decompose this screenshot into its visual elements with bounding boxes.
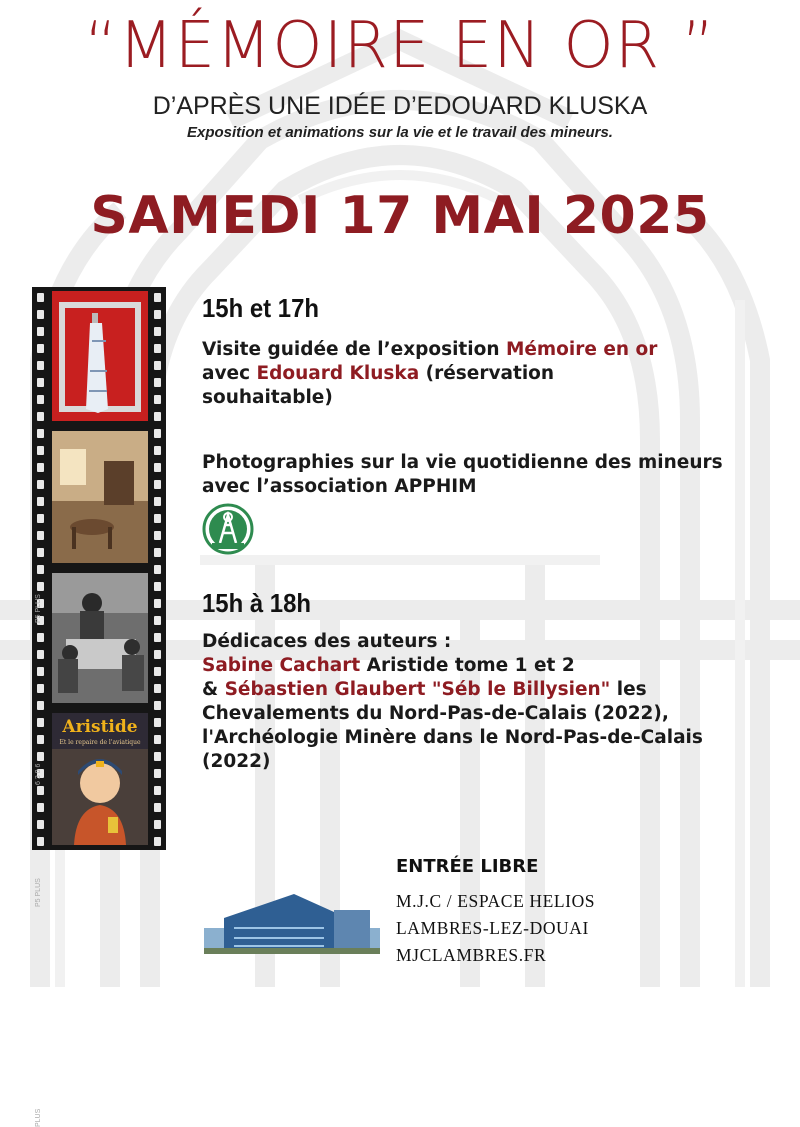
film-sprocket-hole: [154, 582, 161, 591]
session-2: [202, 588, 321, 619]
film-sprocket-hole: [37, 293, 44, 302]
author-1-line: [202, 654, 703, 678]
film-sprocket-hole: [37, 395, 44, 404]
film-sprocket-hole: [37, 531, 44, 540]
session-1-description: [202, 338, 657, 410]
photo-exhibit-description: [202, 451, 723, 499]
film-sprocket-hole: [37, 344, 44, 353]
film-sprocket-hole: [154, 310, 161, 319]
film-sprocket-hole: [37, 548, 44, 557]
with-text: avec: [202, 363, 257, 384]
film-sprocket-hole: [37, 361, 44, 370]
film-sprocket-hole: [37, 514, 44, 523]
film-sprocket-hole: [37, 650, 44, 659]
film-sprocket-hole: [154, 752, 161, 761]
photo-line-1: Photographies sur la vie quotidienne des mineurs: [202, 452, 723, 473]
apphim-logo-icon: [202, 503, 254, 555]
dedication-intro: Dédicaces des auteurs :: [202, 631, 452, 652]
film-sprocket-hole: [154, 497, 161, 506]
film-sprocket-hole: [154, 837, 161, 846]
family-at-table-photo: [52, 573, 148, 703]
film-sprocket-hole: [37, 837, 44, 846]
film-sprocket-hole: [37, 718, 44, 727]
film-sprocket-hole: [154, 293, 161, 302]
guide-name: Edouard Kluska: [256, 363, 420, 384]
free-entry: ENTRÉE LIBRE: [396, 856, 539, 877]
book-line-2: l'Archéologie Minère dans le Nord-Pas-de-Calais: [202, 727, 703, 748]
film-sprocket-hole: [37, 429, 44, 438]
film-sprocket-hole: [37, 752, 44, 761]
book-line-3: (2022): [202, 751, 271, 772]
film-sprocket-hole: [37, 463, 44, 472]
film-sprocket-hole: [154, 650, 161, 659]
film-sprocket-hole: [154, 701, 161, 710]
film-sprocket-hole: [154, 803, 161, 812]
event-date: SAMEDI 17 MAI 2025: [90, 186, 710, 246]
event-subtitle: D’APRÈS UNE IDÉE D’EDOUARD KLUSKA: [152, 92, 648, 120]
film-sprocket-hole: [37, 497, 44, 506]
website-link[interactable]: MJCLAMBRES.FR: [396, 945, 547, 965]
author-2-les: les: [610, 679, 647, 700]
reservation-line: souhaitable): [202, 387, 333, 408]
film-edge-label: P5 PLUS: [35, 878, 42, 907]
film-sprocket-hole: [37, 633, 44, 642]
film-sprocket-hole: [154, 514, 161, 523]
film-sprocket-hole: [154, 344, 161, 353]
author-2-line: [202, 678, 703, 702]
venue-town: LAMBRES-LEZ-DOUAI: [396, 918, 589, 938]
ampersand: &: [202, 679, 225, 700]
film-sprocket-hole: [154, 395, 161, 404]
event-title: “MÉMOIRE EN OR ”: [84, 9, 716, 83]
mjc-building-photo: [204, 888, 380, 954]
film-sprocket-hole: [37, 820, 44, 829]
film-sprocket-hole: [154, 446, 161, 455]
tour-text: Visite guidée de l’exposition: [202, 339, 506, 360]
film-sprocket-hole: [37, 480, 44, 489]
photo-line-2: avec l’association APPHIM: [202, 476, 477, 497]
aristide-book-cover: [52, 713, 148, 845]
session-1: [202, 293, 329, 324]
reservation-text: (réservation: [419, 363, 555, 384]
film-sprocket-hole: [37, 582, 44, 591]
film-sprocket-hole: [154, 616, 161, 625]
film-strip: [32, 287, 166, 1127]
session-2-description: [202, 630, 703, 774]
guide-line: [202, 362, 657, 386]
film-sprocket-hole: [37, 684, 44, 693]
film-sprocket-hole: [154, 378, 161, 387]
film-sprocket-hole: [37, 327, 44, 336]
film-sprocket-hole: [154, 735, 161, 744]
film-sprocket-hole: [37, 667, 44, 676]
film-sprocket-hole: [37, 378, 44, 387]
author-1-book: Aristide tome 1 et 2: [360, 655, 575, 676]
film-sprocket-hole: [154, 429, 161, 438]
film-sprocket-hole: [154, 718, 161, 727]
film-sprocket-hole: [154, 599, 161, 608]
miner-home-interior-photo: [52, 431, 148, 563]
guided-tour-line: [202, 338, 657, 362]
film-edge-label: P5 PLUS: [35, 594, 42, 623]
hanging-cloth-photo: [52, 291, 148, 421]
film-sprocket-hole: [37, 701, 44, 710]
event-tagline: Exposition et animations sur la vie et le travail des mineurs.: [187, 124, 613, 141]
film-edge-label: 6 3 0 6: [35, 763, 42, 785]
film-sprocket-hole: [37, 786, 44, 795]
exhibition-name: Mémoire en or: [505, 339, 658, 360]
book-line-1: Chevalements du Nord-Pas-de-Calais (2022),: [202, 703, 669, 724]
film-edge-label: PLUS: [35, 1108, 42, 1127]
film-sprocket-hole: [37, 565, 44, 574]
film-sprocket-hole: [154, 769, 161, 778]
venue-name: M.J.C / ESPACE HELIOS: [396, 891, 596, 911]
film-sprocket-hole: [37, 446, 44, 455]
book-cover-subtitle: Et le repaire de l'aviatique: [59, 739, 141, 746]
film-sprocket-hole: [154, 531, 161, 540]
film-sprocket-hole: [154, 480, 161, 489]
film-sprocket-hole: [37, 412, 44, 421]
author-1-name: Sabine Cachart: [202, 655, 361, 676]
film-sprocket-hole: [154, 633, 161, 642]
film-sprocket-hole: [37, 803, 44, 812]
film-sprocket-hole: [154, 565, 161, 574]
film-sprocket-hole: [154, 820, 161, 829]
author-2-name: Sébastien Glaubert "Séb le Billysien": [224, 679, 611, 700]
film-sprocket-hole: [154, 412, 161, 421]
film-sprocket-hole: [154, 327, 161, 336]
film-sprocket-hole: [154, 684, 161, 693]
film-sprocket-hole: [37, 310, 44, 319]
book-cover-title: Aristide: [62, 717, 138, 737]
film-sprocket-hole: [154, 361, 161, 370]
film-sprocket-hole: [154, 786, 161, 795]
film-sprocket-hole: [154, 667, 161, 676]
session-2-time: 15h à 18h: [202, 588, 312, 618]
session-1-time: 15h et 17h: [202, 293, 319, 323]
film-sprocket-hole: [37, 735, 44, 744]
film-sprocket-hole: [154, 463, 161, 472]
film-sprocket-hole: [154, 548, 161, 557]
